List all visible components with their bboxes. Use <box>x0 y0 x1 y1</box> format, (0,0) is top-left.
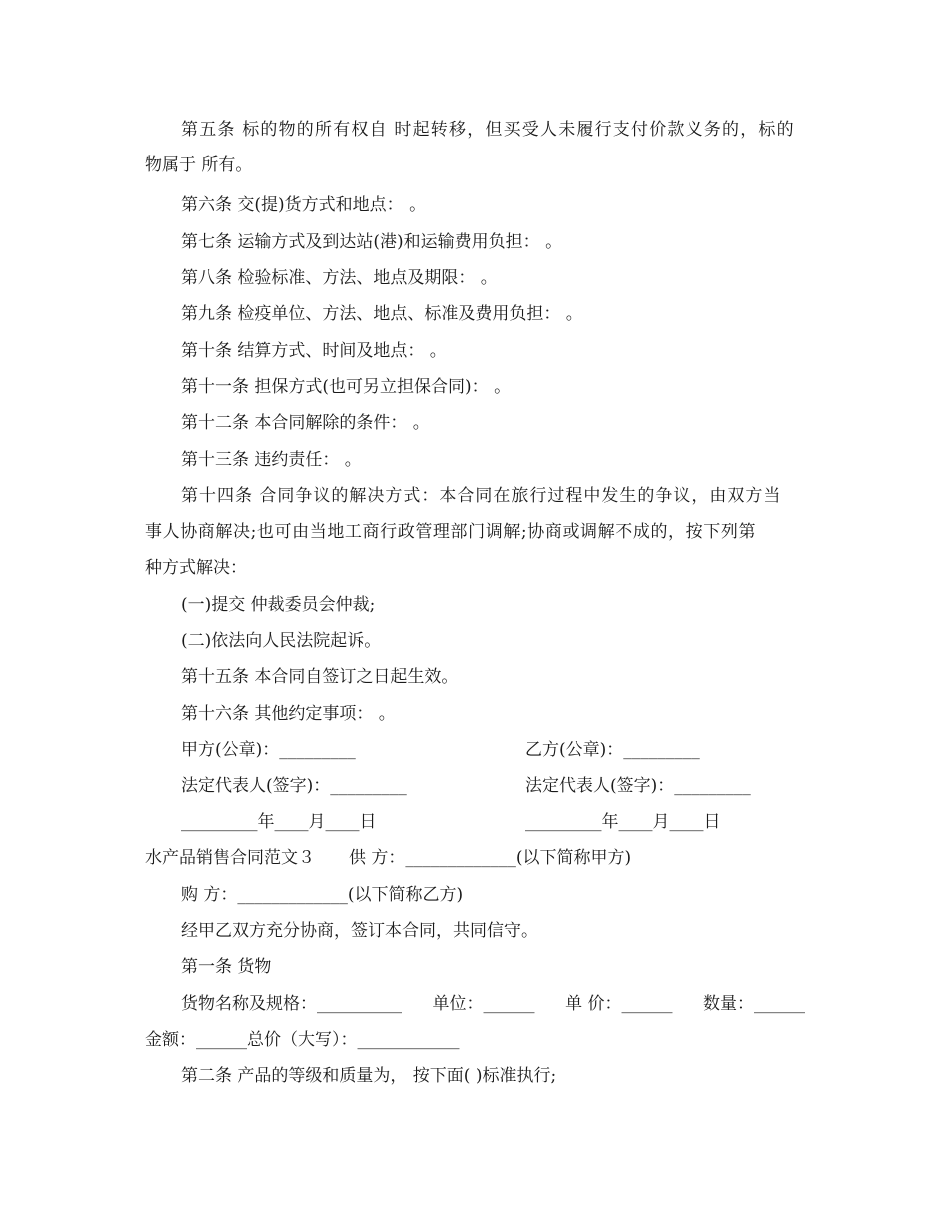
contract3-article2: 第二条 产品的等级和质量为， 按下面( )标准执行; <box>181 1066 557 1086</box>
article5-line1 <box>181 119 805 141</box>
party-a-seal: 甲方(公章)：_________ <box>181 740 356 760</box>
party-a-representative: 法定代表人(签字)：_________ <box>181 776 407 796</box>
quantity-field: 数量：______ <box>703 994 805 1014</box>
article11: 第十一条 担保方式(也可另立担保合同)： 。 <box>181 377 512 397</box>
goods-fields-line <box>181 993 805 1015</box>
article16: 第十六条 其他约定事项： 。 <box>181 704 396 724</box>
dispute-option-1: (一)提交 仲裁委员会仲裁; <box>181 595 376 615</box>
article5-line1-text: 第五条 标的物的所有权自 时起转移，但买受人未履行支付价款义务的，标的 <box>181 120 795 140</box>
article12: 第十二条 本合同解除的条件： 。 <box>181 413 430 433</box>
dispute-option-2: (二)依法向人民法院起诉。 <box>181 631 382 651</box>
article8: 第八条 检验标准、方法、地点及期限： 。 <box>181 268 498 288</box>
article14-line3: 种方式解决： <box>145 558 247 578</box>
article10: 第十条 结算方式、时间及地点： 。 <box>181 341 447 361</box>
article13: 第十三条 违约责任： 。 <box>181 450 362 470</box>
unit-price-field: 单 价：______ <box>565 994 673 1014</box>
article9: 第九条 检疫单位、方法、地点、标准及费用负担： 。 <box>181 304 583 324</box>
party-b-seal: 乙方(公章)：_________ <box>525 740 700 760</box>
goods-name-field: 货物名称及规格：__________ <box>181 994 402 1014</box>
party-a-date: _________年____月____日 <box>181 812 377 832</box>
contract3-title: 水产品销售合同范文３ <box>145 848 315 868</box>
party-b-date: _________年____月____日 <box>525 812 721 832</box>
supplier-line: 供 方：_____________(以下简称甲方) <box>349 848 632 868</box>
article15: 第十五条 本合同自签订之日起生效。 <box>181 667 459 687</box>
party-b-representative: 法定代表人(签字)：_________ <box>525 776 751 796</box>
article14-line1: 第十四条 合同争议的解决方式：本合同在旅行过程中发生的争议，由双方当 <box>181 486 782 506</box>
contract3-article1: 第一条 货物 <box>181 957 272 977</box>
unit-field: 单位：______ <box>432 994 535 1014</box>
amount-field: 金额：______总价（大写）：____________ <box>145 1030 460 1050</box>
buyer-line: 购 方：_____________(以下简称乙方) <box>181 885 464 905</box>
article7: 第七条 运输方式及到达站(港)和运输费用负担： 。 <box>181 232 563 252</box>
contract3-intro: 经甲乙双方充分协商，签订本合同，共同信守。 <box>181 921 538 941</box>
article5-line2: 物属于 所有。 <box>145 155 253 175</box>
contract3-title-line <box>145 847 631 869</box>
article14-line2: 事人协商解决;也可由当地工商行政管理部门调解;协商或调解不成的，按下列第 <box>145 522 757 542</box>
article6: 第六条 交(提)货方式和地点： 。 <box>181 195 427 215</box>
